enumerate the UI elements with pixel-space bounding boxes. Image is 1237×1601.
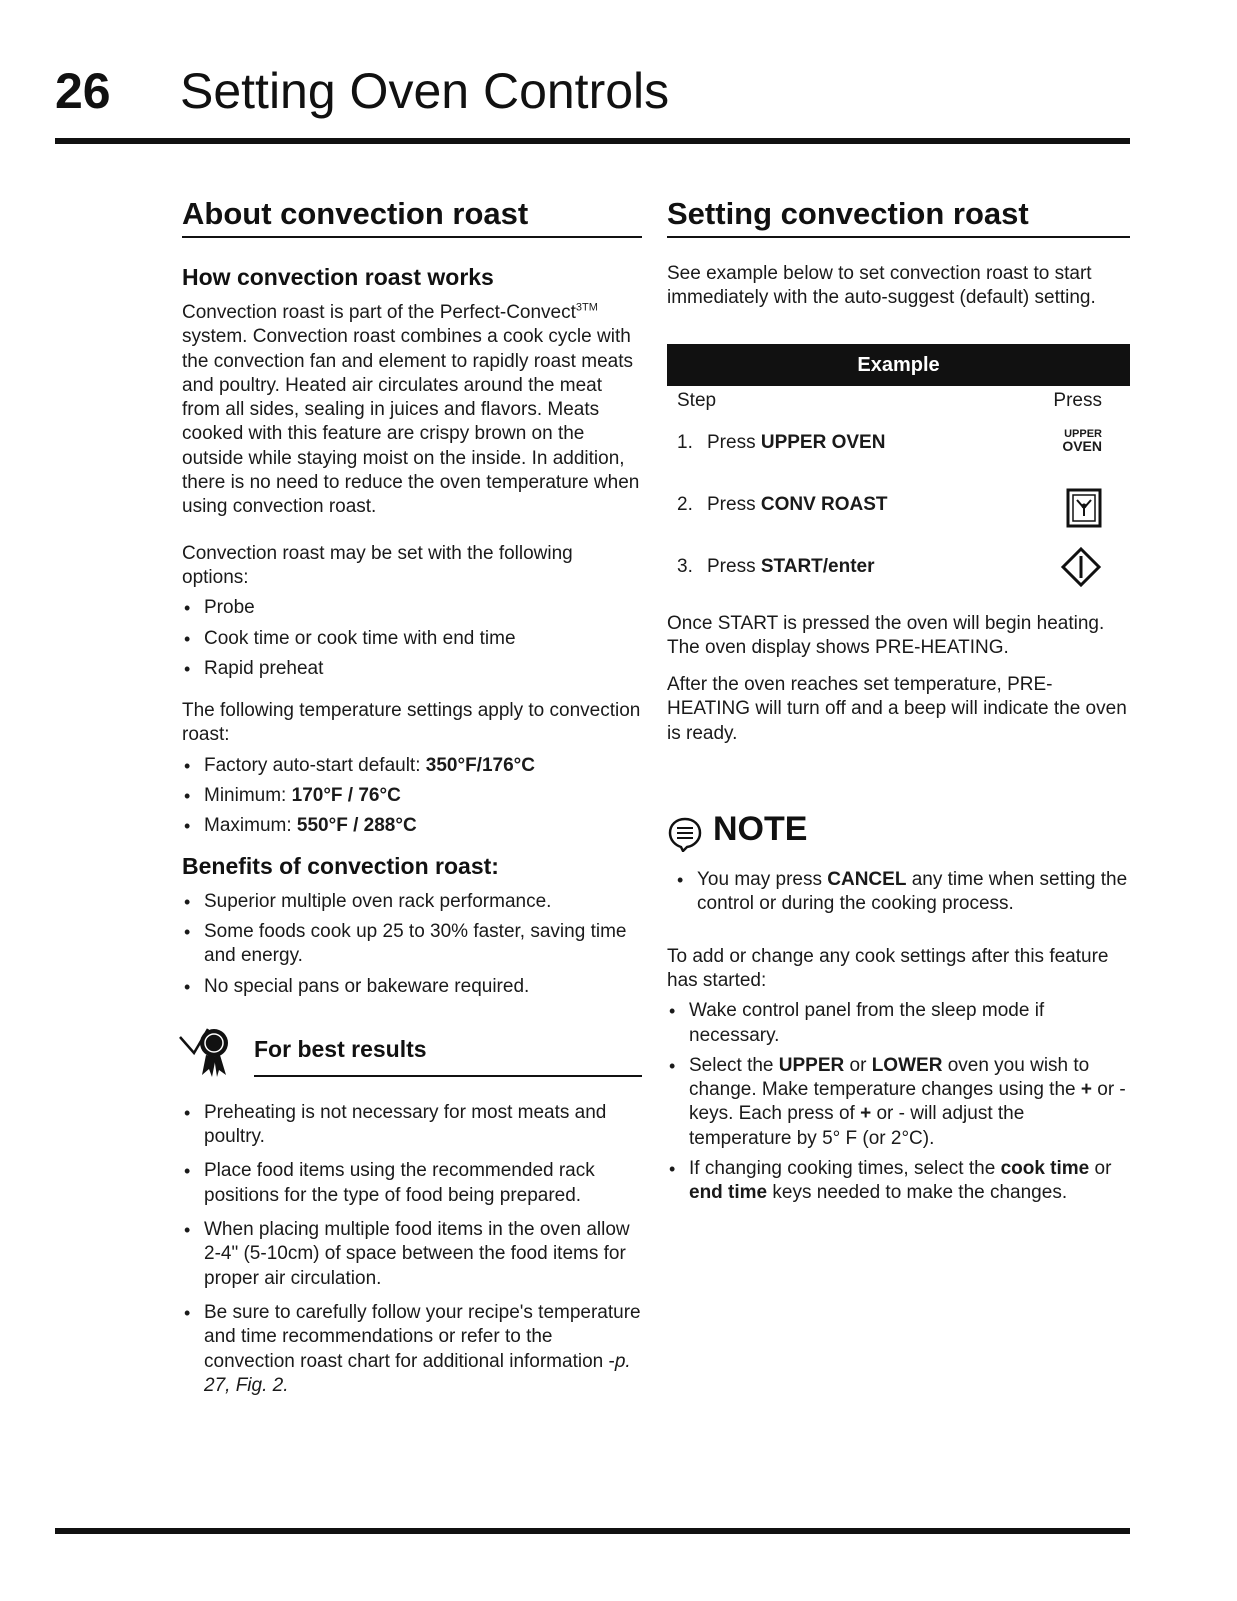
note-text-start: You may press	[697, 869, 828, 891]
step-key: UPPER OVEN	[760, 431, 886, 453]
temps-list	[182, 754, 642, 839]
options-list	[182, 596, 642, 681]
how-text-rest: system. Convection roast combines a cook cycle with the convection fan and element to rapidly roast meats and poultry. Heated air circulates around the meat from all sides, sealing in juices and flavors. Meats cooked with this feature are crispy brown on the outside while staying moist on the inside. In addition, there is no need to reduce the oven temperature when using convection roast.	[182, 326, 640, 518]
best-last-text: Be sure to carefully follow your recipe's temperature and time recommendations or refer to the convection roast chart for additional information -	[204, 1301, 641, 1372]
press-column-label: Press	[1053, 389, 1102, 411]
list-item: • When placing multiple food items in the oven allow 2-4" (5-10cm) of space between the food items for proper air circulation.	[182, 1218, 642, 1291]
temp-value: 350°F/176°C	[425, 754, 535, 776]
step-verb: Press	[707, 431, 761, 453]
note-title: NOTE	[713, 810, 808, 849]
example-step-row	[667, 480, 1130, 542]
list-item	[667, 1054, 1130, 1151]
options-intro: Convection roast may be set with the following options:	[182, 542, 573, 588]
change-key: +	[1080, 1079, 1092, 1101]
list-item: • Rapid preheat	[182, 657, 642, 681]
step-verb: Press	[707, 493, 761, 515]
step-text	[677, 556, 875, 578]
best-results-list	[182, 1101, 642, 1398]
list-item: • Some foods cook up 25 to 30% faster, saving time and energy.	[182, 920, 642, 969]
award-ribbon-icon	[172, 1013, 234, 1079]
change-key: UPPER	[778, 1054, 845, 1076]
step-key: START/enter	[760, 555, 875, 577]
figure-reference: p. 27, Fig. 2.	[204, 1350, 631, 1396]
change-text: keys needed to make the changes.	[767, 1182, 1068, 1204]
step-number: 1.	[677, 431, 693, 453]
example-step-row	[667, 542, 1130, 604]
list-item: • No special pans or bakeware required.	[182, 975, 642, 999]
step-key: CONV ROAST	[760, 493, 888, 515]
list-item: • Place food items using the recommended rack positions for the type of food being prepared.	[182, 1159, 642, 1208]
conv-roast-key-icon	[1066, 488, 1102, 528]
example-step-row	[667, 418, 1130, 480]
step-text	[677, 494, 888, 516]
example-column-headers	[667, 388, 1130, 418]
list-item	[182, 1301, 642, 1398]
note-key: CANCEL	[827, 869, 907, 891]
change-text: oven you wish to change. Make temperature changes using the	[689, 1054, 1090, 1101]
list-item: • Wake control panel from the sleep mode if necessary.	[667, 999, 1130, 1048]
change-key: cook time	[1000, 1158, 1090, 1180]
list-item	[182, 754, 642, 778]
note-header	[667, 810, 1130, 870]
list-item: • Cook time or cook time with end time	[182, 627, 642, 651]
step-number: 3.	[677, 555, 693, 577]
page-header	[55, 62, 1130, 132]
bottom-rule	[55, 1528, 1130, 1534]
change-text: If changing cooking times, select the	[689, 1158, 1001, 1180]
upper-oven-key-icon	[1062, 428, 1102, 452]
example-header-bar: Example	[667, 344, 1130, 386]
change-key: LOWER	[871, 1054, 943, 1076]
upper-oven-key-top: UPPER	[1064, 427, 1102, 440]
how-it-works-paragraph	[182, 301, 642, 520]
about-section-title: About convection roast	[182, 196, 642, 238]
change-text: or - keys. Each press of	[689, 1079, 1126, 1125]
change-text: or	[1089, 1158, 1112, 1180]
change-list	[667, 999, 1130, 1205]
setting-intro: See example below to set convection roast to start immediately with the auto-suggest (default) setting.	[667, 263, 1096, 309]
temp-label: Maximum:	[204, 815, 297, 837]
list-item	[182, 784, 642, 808]
setting-section-title: Setting convection roast	[667, 196, 1130, 238]
list-item	[667, 1157, 1130, 1206]
temp-intro: The following temperature settings apply to convection roast:	[182, 700, 641, 746]
temp-label: Factory auto-start default:	[204, 754, 426, 776]
change-text: Select the	[689, 1054, 779, 1076]
note-icon	[667, 816, 703, 852]
list-item: • Probe	[182, 596, 642, 620]
change-text: or - will adjust the temperature by 5° F (or 2°C).	[689, 1103, 1025, 1149]
list-item	[675, 868, 1130, 917]
temp-value: 550°F / 288°C	[296, 815, 417, 837]
left-column	[182, 196, 642, 1408]
step-verb: Press	[707, 555, 761, 577]
step-column-label: Step	[677, 389, 717, 411]
benefits-list	[182, 890, 642, 999]
change-intro: To add or change any cook settings after this feature has started:	[667, 945, 1109, 991]
note-text-end: any time when setting the control or during the cooking process.	[697, 869, 1128, 915]
temp-value: 170°F / 76°C	[291, 785, 401, 807]
change-key: end time	[689, 1182, 768, 1204]
temp-label: Minimum:	[204, 785, 292, 807]
step-number: 2.	[677, 493, 693, 515]
change-text: or	[844, 1054, 872, 1076]
step-text	[677, 432, 885, 454]
top-rule	[55, 138, 1130, 144]
best-results-header	[182, 1021, 642, 1091]
page-number: 26	[55, 63, 111, 119]
upper-oven-key-bottom: OVEN	[1062, 437, 1102, 454]
benefits-heading: Benefits of convection roast:	[182, 852, 499, 879]
page-title: Setting Oven Controls	[180, 63, 670, 119]
after-start-paragraph: Once START is pressed the oven will begin heating. The oven display shows PRE-HEATING.	[667, 612, 1105, 658]
change-key: +	[860, 1103, 872, 1125]
list-item: • Superior multiple oven rack performance.	[182, 890, 642, 914]
list-item	[182, 814, 642, 838]
right-column	[667, 196, 1130, 1212]
how-text-start: Convection roast is part of the Perfect-Convect	[182, 302, 576, 323]
list-item: • Preheating is not necessary for most meats and poultry.	[182, 1101, 642, 1150]
best-results-title: For best results	[254, 1035, 427, 1062]
how-it-works-heading: How convection roast works	[182, 264, 494, 290]
after-temp-paragraph: After the oven reaches set temperature, PRE-HEATING will turn off and a beep will indicate the oven is ready.	[667, 674, 1127, 744]
trademark-sup: 3TM	[575, 301, 598, 314]
start-key-icon	[1060, 546, 1102, 588]
note-list	[675, 868, 1130, 917]
best-results-rule	[254, 1075, 642, 1077]
